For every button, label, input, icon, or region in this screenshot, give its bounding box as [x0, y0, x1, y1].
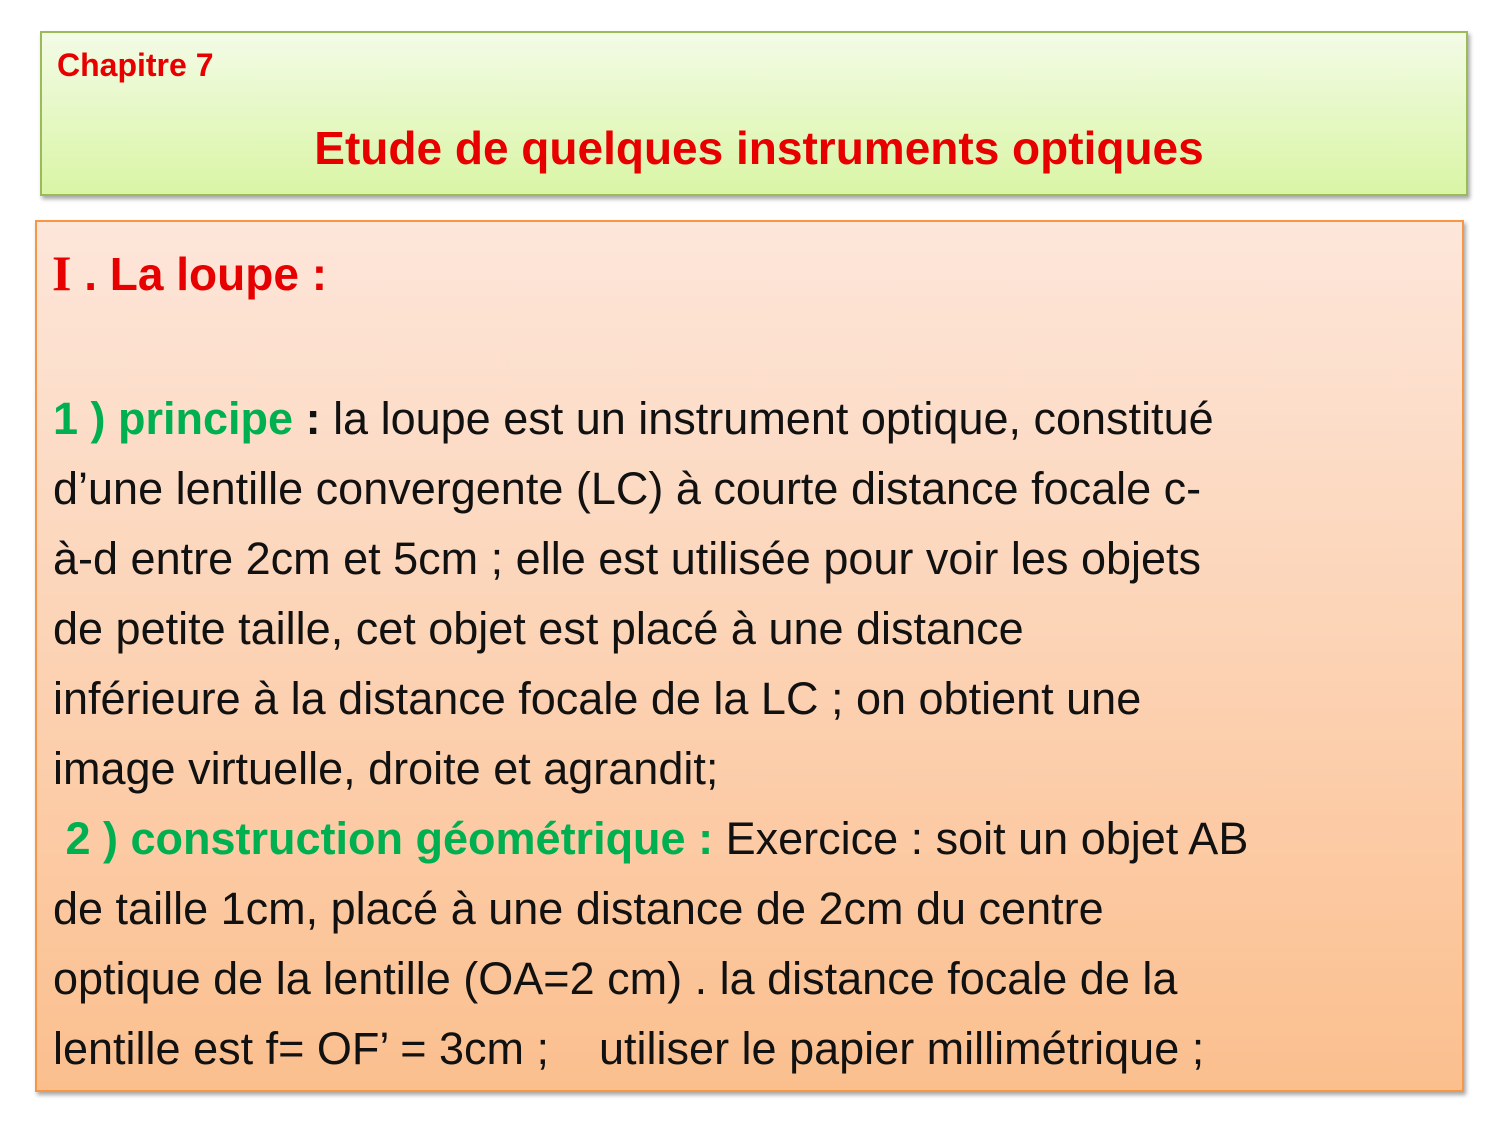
text-line: [53, 384, 1248, 454]
text-line: à-d entre 2cm et 5cm ; elle est utilisée pour voir les objets: [53, 533, 1202, 584]
chapter-label: Chapitre 7: [57, 47, 214, 83]
body-text: [53, 384, 1248, 1084]
text-line: de petite taille, cet objet est placé à une distance: [53, 603, 1024, 654]
colon: :: [293, 393, 334, 444]
text: Exercice : soit un objet AB: [725, 813, 1249, 864]
section-number: I: [52, 245, 72, 301]
text-line: d’une lentille convergente (LC) à courte distance focale c-: [53, 463, 1202, 514]
section-title: . La loupe :: [84, 248, 328, 300]
text-line: optique de la lentille (OA=2 cm) . la distance focale de la: [53, 953, 1178, 1004]
construction-label: 2 ) construction géométrique :: [53, 813, 726, 864]
text-line: inférieure à la distance focale de la LC ; on obtient une: [53, 673, 1142, 724]
chapter-header: [40, 31, 1468, 196]
text-line: image virtuelle, droite et agrandit;: [53, 743, 719, 794]
text: la loupe est un instrument optique, constitué: [333, 393, 1214, 444]
text-line: lentille est f= OF’ = 3cm ; utiliser le papier millimétrique ;: [53, 1023, 1205, 1074]
text-line: de taille 1cm, placé à une distance de 2cm du centre: [53, 883, 1104, 934]
chapter-title: Etude de quelques instruments optiques: [314, 122, 1204, 174]
principe-label: 1 ) principe: [53, 393, 294, 444]
text-line: [53, 804, 1248, 874]
section-heading: [52, 244, 327, 302]
content-box: [35, 220, 1464, 1092]
